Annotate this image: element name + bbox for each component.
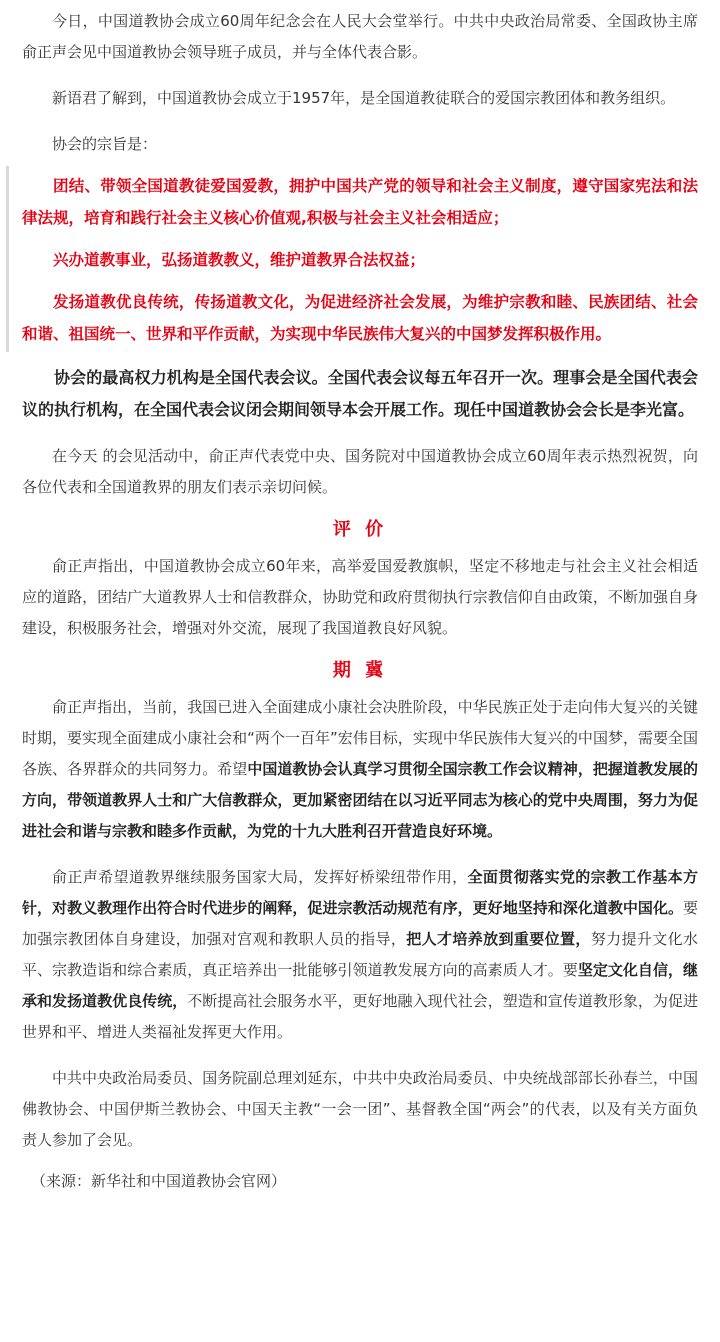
expectation-2-text-g: 不断提高社会服务水平，更好地融入现代社会，塑造和宣传道教形象，为促进世界和平、增进人类福祉发挥更大作用。 (22, 992, 698, 1041)
expectation-2-bold-f: 坚定文化自信，继承和发扬道教优良传统， (22, 961, 698, 1010)
purpose-item-2: 兴办道教事业，弘扬道教教义，维护道教界合法权益； (53, 251, 426, 269)
paragraph-organization: 协会的最高权力机构是全国代表会议。全国代表会议每五年召开一次。理事会是全国代表会议的执行机构，在全国代表会议闭会期间领导本会开展工作。现任中国道教协会会长是李光富。 (22, 368, 698, 419)
purpose-quote-block (6, 166, 698, 352)
expectation-2-text-a: 俞正声希望道教界继续服务国家大局，发挥好桥梁纽带作用， (52, 868, 468, 886)
section-title-evaluation: 评 价 (332, 519, 388, 540)
source-note: （来源：新华社和中国道教协会官网） (31, 1172, 287, 1190)
paragraph-purpose-lead: 协会的宗旨是： (52, 135, 158, 153)
paragraph-founding: 新语君了解到，中国道教协会成立于1957年，是全国道教徒联合的爱国宗教团体和教务组织。 (52, 89, 676, 107)
expectation-2-text-c: 要加强宗教团体自身建设，加强对宫观和教职人员的指导， (22, 899, 698, 948)
paragraph-evaluation: 俞正声指出，中国道教协会成立60年来，高举爱国爱教旗帜，坚定不移地走与社会主义社会相适应的道路，团结广大道教界人士和信教群众，协助党和政府贯彻执行宗教信仰自由政策，不断加强自身建设，积极服务社会，增强对外交流，展现了我国道教良好风貌。 (22, 557, 698, 637)
section-title-expectation: 期 冀 (332, 660, 388, 681)
paragraph-expectation-1 (22, 692, 698, 847)
expectation-2-text-e: 努力提升文化水平、宗教造诣和综合素质，真正培养出一批能够引领道教发展方向的高素质人才。要 (22, 930, 698, 979)
purpose-item-1: 团结、带领全国道教徒爱国爱教，拥护中国共产党的领导和社会主义制度，遵守国家宪法和法律法规，培育和践行社会主义核心价值观,积极与社会主义社会相适应； (22, 177, 698, 227)
expectation-1-text: 俞正声指出，当前，我国已进入全面建成小康社会决胜阶段，中华民族正处于走向伟大复兴的关键时期，要实现全面建成小康社会和“两个一百年”宏伟目标，实现中华民族伟大复兴的中国梦，需要全国各族、各界群众的共同努力。希望 (22, 698, 698, 778)
purpose-item-3: 发扬道教优良传统，传扬道教文化，为促进经济社会发展，为维护宗教和睦、民族团结、社会和谐、祖国统一、世界和平作贡献，为实现中华民族伟大复兴的中国梦发挥积极作用。 (22, 293, 698, 343)
paragraph-greeting: 在今天 的会见活动中，俞正声代表党中央、国务院对中国道教协会成立60周年表示热烈祝贺，向各位代表和全国道教界的朋友们表示亲切问候。 (22, 447, 698, 496)
expectation-2-bold-d: 把人才培养放到重要位置， (406, 930, 591, 948)
expectation-1-bold: 中国道教协会认真学习贯彻全国宗教工作会议精神，把握道教发展的方向，带领道教界人士和广大信教群众，更加紧密团结在以习近平同志为核心的党中央周围，努力为促进社会和谐与宗教和睦多作贡献，为党的十九大胜利召开营造良好环境。 (22, 760, 698, 840)
paragraph-intro: 今日，中国道教协会成立60周年纪念会在人民大会堂举行。中共中央政治局常委、全国政协主席俞正声会见中国道教协会领导班子成员，并与全体代表合影。 (22, 12, 698, 61)
paragraph-expectation-2 (22, 862, 698, 1048)
expectation-2-bold-b: 全面贯彻落实党的宗教工作基本方针，对教义教理作出符合时代进步的阐释，促进宗教活动规范有序，更好地坚持和深化道教中国化。 (22, 868, 698, 917)
paragraph-attendees: 中共中央政治局委员、国务院副总理刘延东，中共中央政治局委员、中央统战部部长孙春兰，中国佛教协会、中国伊斯兰教协会、中国天主教“一会一团”、基督教全国“两会”的代表，以及有关方面负责人参加了会见。 (22, 1069, 698, 1149)
